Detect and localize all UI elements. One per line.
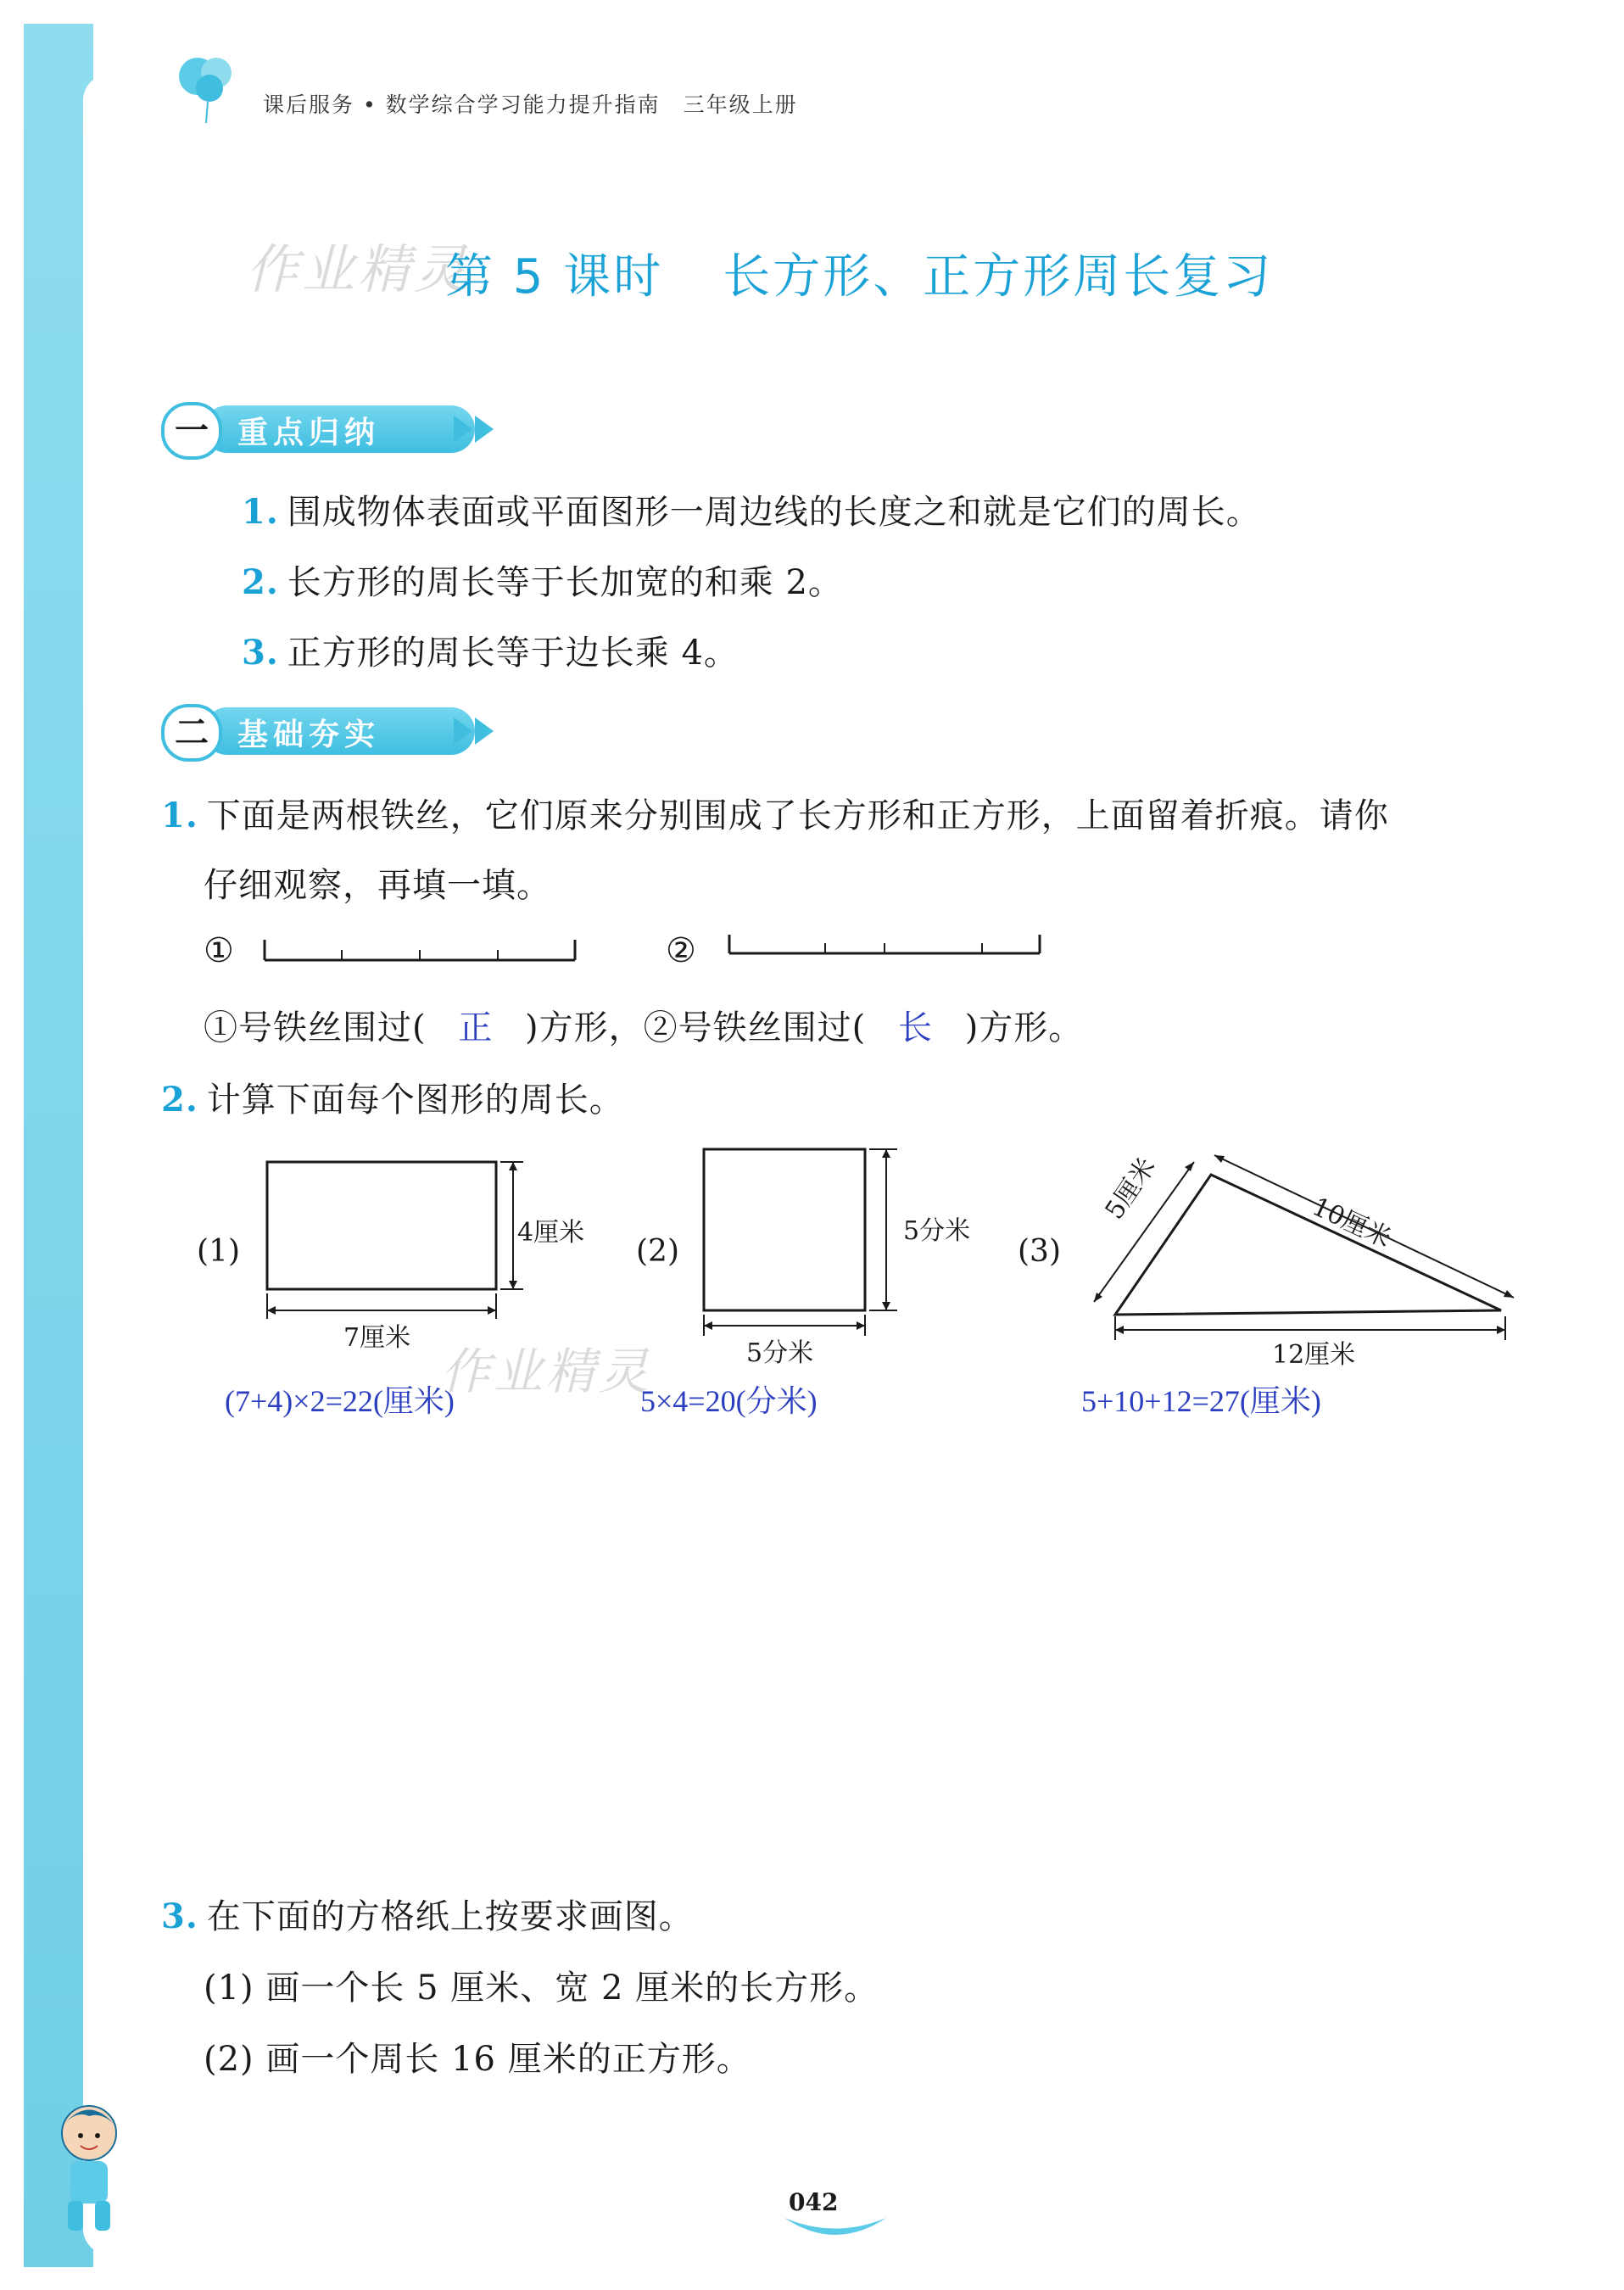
wire-1-drawing [263,935,577,965]
section-heading-foundation [161,704,500,758]
question-1-fill-blanks: ①号铁丝围过( 正 )方形，②号铁丝围过( 长 )方形。 [204,1008,1084,1047]
watermark: 作业精灵 [441,1343,652,1400]
arrow-icon [454,718,472,745]
section-label: 基础夯实 [237,718,381,752]
figure-2-answer: 5×4=20(分米) [640,1384,818,1418]
page-number-swoosh-icon [780,2214,890,2248]
wire-1-label: ① [204,931,235,970]
figure-3-bottom-side-label: 12厘米 [1272,1340,1356,1370]
figure-3-answer: 5+10+12=27(厘米) [1081,1384,1321,1418]
arrow-icon [475,718,494,745]
lesson-number: 第 5 课时 [445,249,664,304]
key-point-1: 1. 围成物体表面或平面图形一周边线的长度之和就是它们的周长。 [242,492,1261,532]
section-number: 一 [161,402,222,460]
answer-blank-1[interactable]: 正 [458,1008,494,1047]
wire-2-label: ② [666,931,697,970]
page-number: 042 [789,2188,839,2216]
figure-2-width-label: 5分米 [746,1338,814,1368]
figure-3-label: (3) [1018,1234,1061,1269]
figure-2-label: (2) [636,1234,679,1269]
arrow-icon [454,416,472,443]
wire-2-drawing [728,931,1041,962]
section-number: 二 [161,704,222,762]
section-heading-key-points [161,402,500,456]
lesson-title [445,239,1273,307]
figure-3-left-side-label: 5厘米 [1099,1152,1162,1226]
figure-1-height-label: 4厘米 [517,1218,585,1248]
key-point-3: 3. 正方形的周长等于边长乘 4。 [242,633,739,673]
section-label: 重点归纳 [237,416,381,450]
figure-1-answer: (7+4)×2=22(厘米) [225,1384,455,1418]
figure-1-width-label: 7厘米 [343,1323,411,1353]
side-decoration-band [24,24,93,2267]
question-3-text: 3. 在下面的方格纸上按要求画图。 [161,1896,694,1936]
question-2-text: 2. 计算下面每个图形的周长。 [161,1080,624,1120]
figure-1-rectangle [259,1153,530,1323]
figure-3-top-side-label: 10厘米 [1307,1192,1396,1254]
key-point-2: 2. 长方形的周长等于长加宽的和乘 2。 [242,562,843,602]
lesson-topic: 长方形、正方形周长复习 [723,249,1274,304]
question-1-text: 1. 下面是两根铁丝，它们原来分别围成了长方形和正方形，上面留着折痕。请你 [161,796,1389,835]
watermark: 作业精灵 [246,238,471,300]
running-header: 课后服务 • 数学综合学习能力提升指南 三年级上册 [263,92,798,117]
answer-blank-2[interactable]: 长 [897,1008,933,1047]
question-3-sub-1: (1) 画一个长 5 厘米、宽 2 厘米的长方形。 [204,1969,879,2008]
balloon-logo-icon [174,51,242,127]
figure-2-height-label: 5分米 [903,1216,971,1246]
question-3-sub-2: (2) 画一个周长 16 厘米的正方形。 [204,2040,751,2079]
boy-mascot-icon [38,2095,140,2239]
question-1-text-cont: 仔细观察，再填一填。 [204,866,551,905]
figure-1-label: (1) [197,1234,240,1269]
figure-2-square [695,1141,907,1340]
arrow-icon [475,416,494,443]
